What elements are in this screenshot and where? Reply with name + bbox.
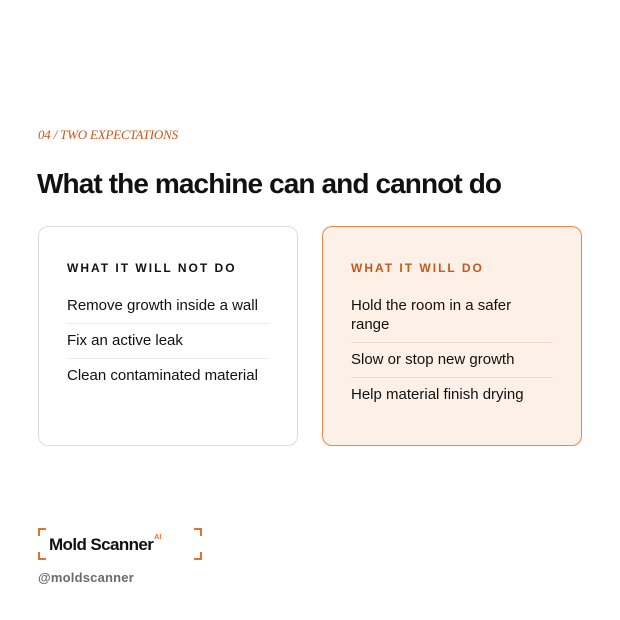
list-item: Fix an active leak <box>67 324 269 359</box>
card-will-do <box>322 226 582 446</box>
logo-corner-icon <box>38 528 46 536</box>
logo-corner-icon <box>38 552 46 560</box>
card-will-not-do <box>38 226 298 446</box>
list-item: Help material finish drying <box>351 386 524 403</box>
list-item: Slow or stop new growth <box>351 343 553 378</box>
social-handle: @moldscanner <box>38 570 134 585</box>
page-title: What the machine can and cannot do <box>37 168 502 199</box>
card-title: WHAT IT WILL DO <box>351 261 484 275</box>
card-title: WHAT IT WILL NOT DO <box>67 261 237 275</box>
logo-corner-icon <box>194 552 202 560</box>
logo-corner-icon <box>194 528 202 536</box>
brand-name: Mold Scanner <box>49 535 154 554</box>
brand-logo <box>38 528 202 560</box>
brand-ai-badge: AI <box>154 534 162 541</box>
list-item: Hold the room in a safer range <box>351 289 553 343</box>
list-item: Remove growth inside a wall <box>67 289 269 324</box>
list-item: Clean contaminated material <box>67 367 258 384</box>
brand-wordmark <box>49 535 161 555</box>
section-kicker: 04 / TWO EXPECTATIONS <box>38 127 178 142</box>
